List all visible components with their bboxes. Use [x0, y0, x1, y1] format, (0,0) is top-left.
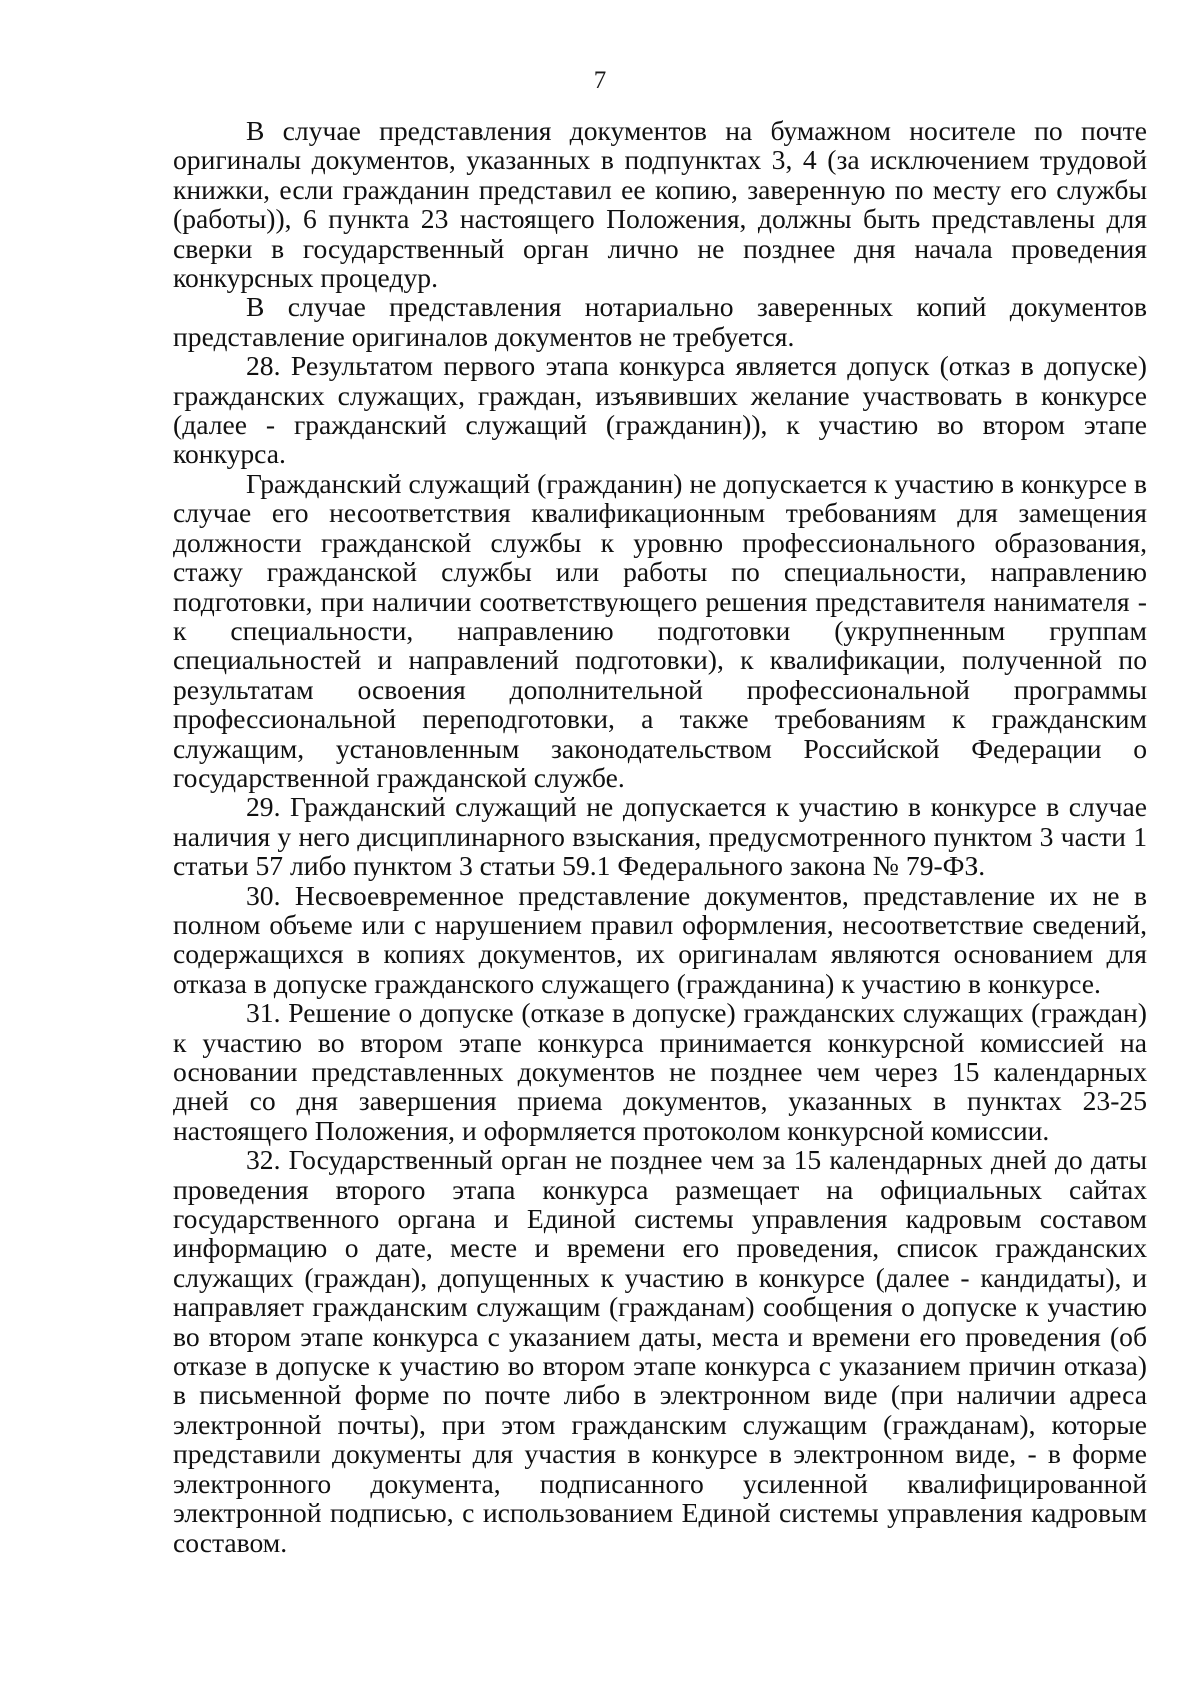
paragraph-item-28: 28. Результатом первого этапа конкурса является допуск (отказ в допуске) гражданских служащих, граждан, изъявивших желание участвовать в конкурсе (далее - гражданский служащий (гражданин)), к участию во втором этапе конкурса. — [173, 350, 1147, 470]
paragraph-item-29: 29. Гражданский служащий не допускается к участию в конкурсе в случае наличия у него дисциплинарного взыскания, предусмотренного пунктом 3 части 1 статьи 57 либо пунктом 3 статьи 59.1 Федерального закона № 79-ФЗ. — [173, 791, 1147, 882]
paragraph-item-30: 30. Несвоевременное представление документов, представление их не в полном объеме или с нарушением правил оформления, несоответствие сведений, содержащихся в копиях документов, их оригиналам являются основанием для отказа в допуске гражданского служащего (гражданина) к участию в конкурсе. — [173, 879, 1147, 999]
paragraph-item-28-qualification: Гражданский служащий (гражданин) не допускается к участию в конкурсе в случае его несоответствия квалификационным требованиям для замещения должности гражданской службы к уровню профессионального образования, стажу гражданской службы или работы по специальности, направлению подготовки, при наличии соответствующего решения представителя нанимателя - к специальности, направлению подготовки (укрупненным группам специальностей и направлений подготовки), к квалификации, полученной по результатам освоения дополнительной профессиональной программы профессиональной переподготовки, а также требованиям к гражданским служащим, установленным законодательством Российской Федерации о государственной гражданской службе. — [173, 467, 1147, 793]
paragraph-original-documents-by-mail: В случае представления документов на бумажном носителе по почте оригиналы документов, указанных в подпунктах 3, 4 (за исключением трудовой книжки, если гражданин представил ее копию, заверенную по месту его службы (работы)), 6 пункта 23 настоящего Положения, должны быть представлены для сверки в государственный орган лично не позднее дня начала проведения конкурсных процедур. — [173, 115, 1147, 294]
document-body — [173, 116, 1147, 1557]
paragraph-notarized-copies: В случае представления нотариально заверенных копий документов представление оригиналов документов не требуется. — [173, 291, 1147, 352]
paragraph-item-31: 31. Решение о допуске (отказе в допуске) гражданских служащих (граждан) к участию во втором этапе конкурса принимается конкурсной комиссией на основании представленных документов не позднее чем через 15 календарных дней со дня завершения приема документов, указанных в пунктах 23-25 настоящего Положения, и оформляется протоколом конкурсной комиссии. — [173, 997, 1147, 1146]
page-number: 7 — [593, 67, 607, 94]
paragraph-item-32: 32. Государственный орган не позднее чем за 15 календарных дней до даты проведения второго этапа конкурса размещает на официальных сайтах государственного органа и Единой системы управления кадровым составом информацию о дате, месте и времени его проведения, список гражданских служащих (граждан), допущенных к участию в конкурсе (далее - кандидаты), и направляет гражданским служащим (гражданам) сообщения о допуске к участию во втором этапе конкурса с указанием даты, места и времени его проведения (об отказе в допуске к участию во втором этапе конкурса с указанием причин отказа) в письменной форме по почте либо в электронном виде (при наличии адреса электронной почты), при этом гражданским служащим (гражданам), которые представили документы для участия в конкурсе в электронном виде, - в форме электронного документа, подписанного усиленной квалифицированной электронной подписью, с использованием Единой системы управления кадровым составом. — [173, 1144, 1147, 1558]
